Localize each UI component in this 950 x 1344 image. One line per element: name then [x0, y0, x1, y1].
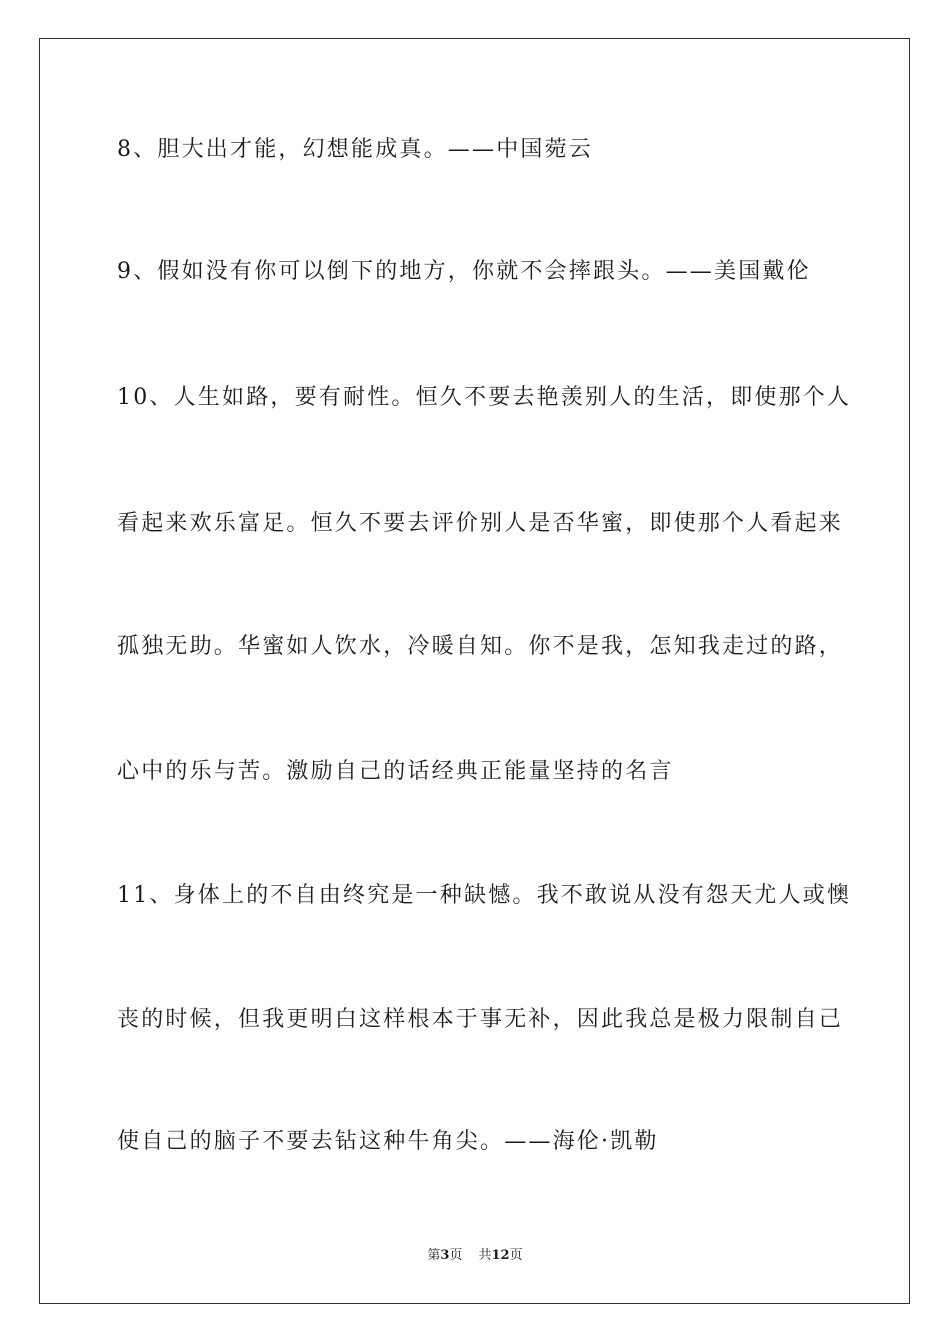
page-footer	[0, 1247, 950, 1265]
body-line-6: 心中的乐与苦。激励自己的话经典正能量坚持的名言	[117, 759, 674, 784]
total-pages: 12	[491, 1248, 510, 1263]
page-frame	[39, 38, 910, 1304]
page-number: 3	[440, 1248, 450, 1263]
body-line-8: 丧的时候，但我更明白这样根本于事无补，因此我总是极力限制自己	[117, 1007, 844, 1032]
body-line-7: 11、身体上的不自由终究是一种缺憾。我不敢说从没有怨天尤人或懊	[117, 883, 852, 908]
body-line-2: 9、假如没有你可以倒下的地方，你就不会摔跟头。——美国戴伦	[117, 259, 811, 284]
body-line-5: 孤独无助。华蜜如人饮水，冷暖自知。你不是我，怎知我走过的路，	[117, 634, 844, 659]
total-label-suffix: 页	[509, 1248, 523, 1263]
total-label-prefix: 共	[478, 1248, 492, 1263]
body-line-4: 看起来欢乐富足。恒久不要去评价别人是否华蜜，即使那个人看起来	[117, 511, 844, 536]
body-line-1: 8、胆大出才能，幻想能成真。——中国菀云	[117, 137, 593, 162]
page-label-suffix: 页	[449, 1248, 463, 1263]
body-line-3: 10、人生如路，要有耐性。恒久不要去艳羡别人的生活，即使那个人	[117, 385, 852, 410]
page-label-prefix: 第	[427, 1248, 441, 1263]
body-line-9: 使自己的脑子不要去钻这种牛角尖。——海伦·凯勒	[117, 1129, 659, 1154]
